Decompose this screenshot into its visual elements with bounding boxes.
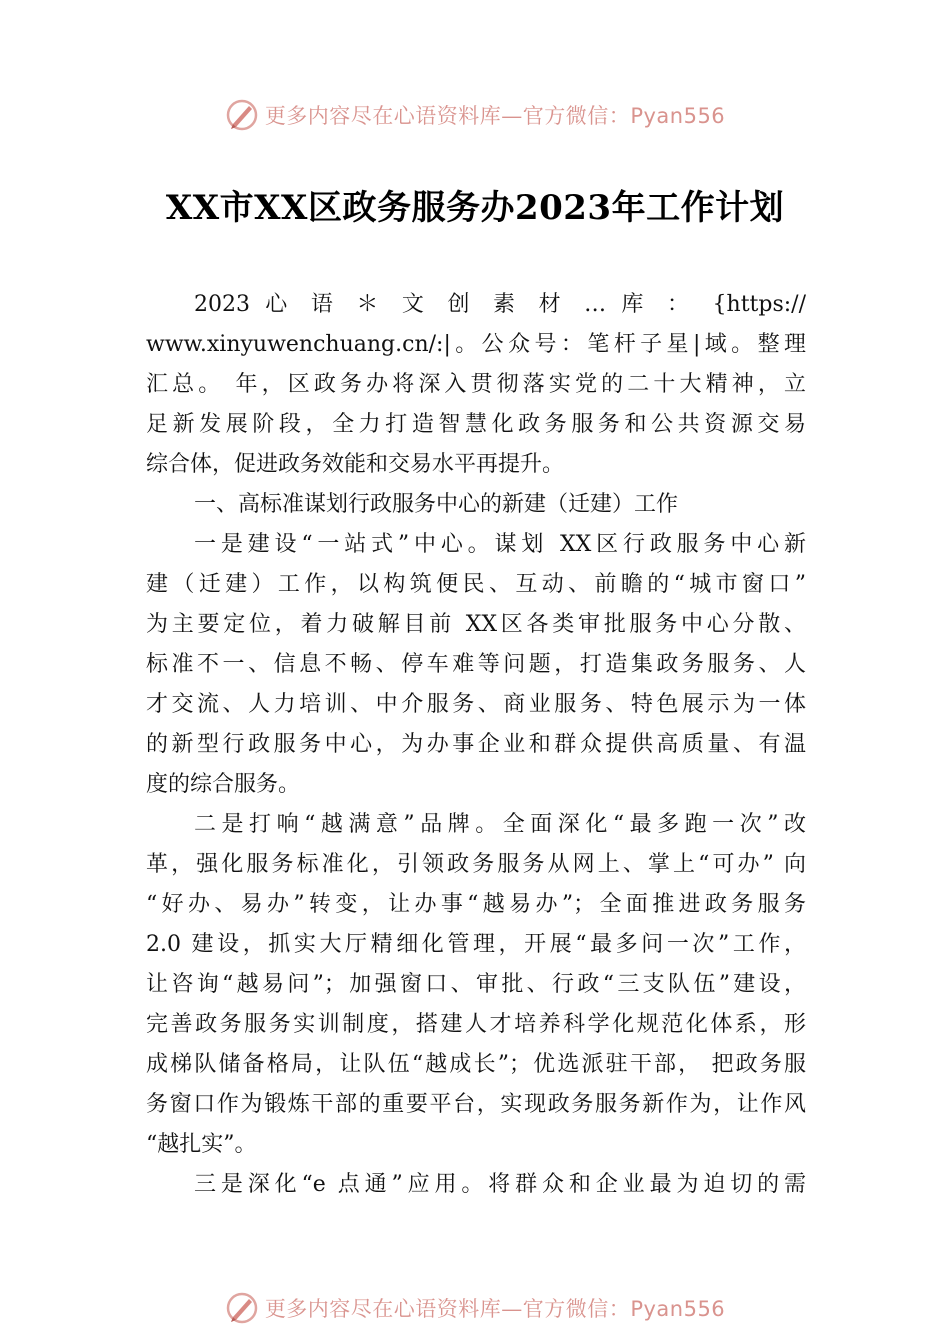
text-line: 一、高标准谋划行政服务中心的新建（迁建）工作 [194, 492, 679, 517]
text-line: 成梯队储备格局，让队伍“越成长”；优选派驻干部， 把政务服 [146, 1052, 806, 1077]
paragraph-2 [146, 805, 806, 1165]
intro-paragraph [146, 285, 806, 485]
paragraph-3 [146, 1165, 806, 1205]
text-line: “越扎实”。 [146, 1132, 257, 1157]
text-line: 2023 心 语 ＊ 文 创 素 材 … 库 ： {https:// [194, 292, 806, 317]
wechat-id: Pyan556 [630, 104, 726, 128]
page-title: XX市XX区政务服务办2023年工作计划 [165, 188, 785, 228]
text-line: 才交流、人力培训、中介服务、商业服务、特色展示为一体 [146, 692, 806, 717]
text-line: 足新发展阶段，全力打造智慧化政务服务和公共资源交易 [146, 412, 806, 437]
watermark-banner-top [0, 95, 950, 135]
text-line: 三是深化“e 点通”应用。将群众和企业最为迫切的需 [194, 1172, 806, 1197]
text-line: 标准不一、信息不畅、停车难等问题，打造集政务服务、人 [146, 652, 806, 677]
pen-seal-logo-icon [225, 1291, 259, 1325]
watermark-banner-bottom [0, 1288, 950, 1328]
text-line: 综合体，促进政务效能和交易水平再提升。 [146, 452, 565, 477]
wechat-id: Pyan556 [630, 1297, 726, 1321]
document-body [146, 285, 806, 1205]
text-line: “好办、易办”转变，让办事“越易办”；全面推进政务服务 [146, 892, 806, 917]
text-line: 完善政务服务实训制度，搭建人才培养科学化规范化体系，形 [146, 1012, 806, 1037]
watermark-text: 更多内容尽在心语资料库—官方微信：Pyan556 [264, 1297, 726, 1321]
text-line: 务窗口作为锻炼干部的重要平台，实现政务服务新作为，让作风 [146, 1092, 806, 1117]
watermark-text: 更多内容尽在心语资料库—官方微信：Pyan556 [264, 104, 726, 128]
text-line: 让咨询“越易问”；加强窗口、审批、行政“三支队伍”建设， [146, 972, 806, 997]
text-line: 革，强化服务标准化，引领政务服务从网上、掌上“可办” 向 [146, 852, 806, 877]
section-heading [146, 485, 806, 525]
text-line: 度的综合服务。 [146, 772, 301, 797]
text-line: 汇总。 年，区政务办将深入贯彻落实党的二十大精神，立 [146, 372, 806, 397]
text-line: 一是建设“一站式”中心。谋划 XX区行政服务中心新 [194, 532, 806, 557]
text-line: 的新型行政服务中心，为办事企业和群众提供高质量、有温 [146, 732, 806, 757]
paragraph-1 [146, 525, 806, 805]
pen-seal-logo-icon [225, 98, 259, 132]
text-line: 二是打响“越满意”品牌。全面深化“最多跑一次”改 [194, 812, 806, 837]
text-line: 为主要定位，着力破解目前 XX区各类审批服务中心分散、 [146, 612, 806, 637]
text-line: www.xinyuwenchuang.cn/:|。公众号：笔杆子星|域。整理 [146, 332, 806, 357]
text-line: 2.0 建设，抓实大厅精细化管理，开展“最多问一次”工作， [146, 932, 806, 957]
text-line: 建（迁建）工作，以构筑便民、互动、前瞻的“城市窗口” [146, 572, 806, 597]
